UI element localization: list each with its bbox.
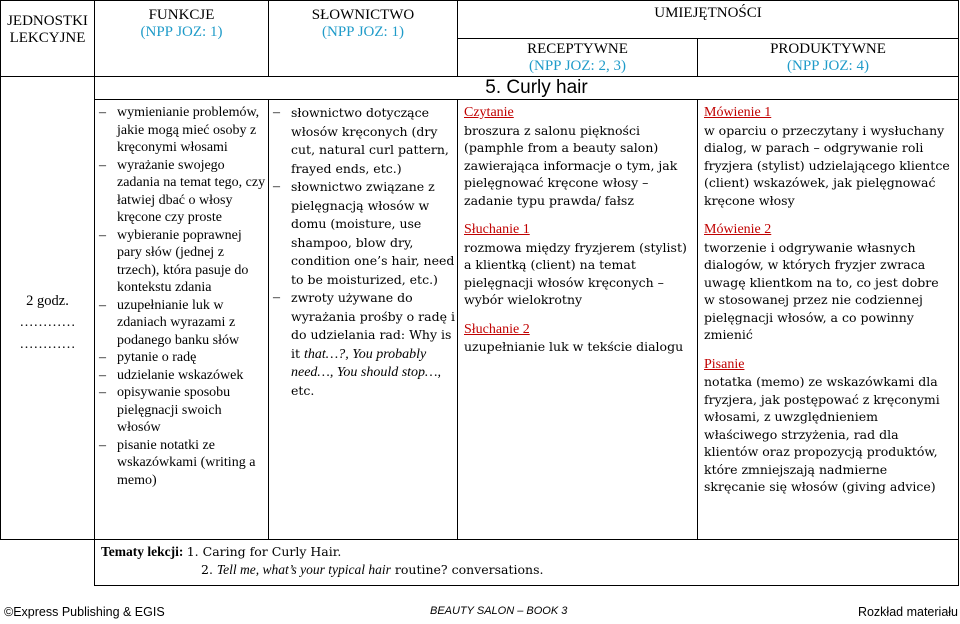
unit-title: 5. Curly hair [95, 77, 959, 100]
receptywne-cell [458, 100, 698, 540]
sluchanie1-label: Słuchanie 1 [464, 222, 530, 237]
header-funkcje: FUNKCJE (NPP JOZ: 1) [95, 1, 269, 77]
funkcje-cell [95, 100, 269, 540]
header-umiejetnosci: UMIEJĘTNOŚCI [458, 1, 959, 39]
list-item: – pisanie notatki ze wskazówkami (writing a memo) [95, 437, 268, 490]
list-item: – udzielanie wskazówek [95, 367, 268, 385]
list-item: – uzupełnianie luk w zdaniach wyrazami z podanego banku słów [95, 297, 268, 350]
slownictwo-cell [269, 100, 458, 540]
czytanie-text: broszura z salonu piękności (pamphle from a beauty salon) zawierająca informacje o tym, jak pielęgnować kręcone włosy – zadanie typu prawda/ fałsz [464, 122, 678, 208]
list-item: – wymienianie problemów, jakie mogą mieć osoby z kręconymi włosami [95, 104, 268, 157]
tematy-line-1: Tematy lekcji: 1. Caring for Curly Hair. [101, 544, 342, 559]
pisanie-label: Pisanie [704, 356, 745, 372]
funkcje-list [95, 104, 268, 489]
dots: ………… [19, 315, 76, 331]
page-footer [0, 603, 960, 624]
header-jednostki: JEDNOSTKI LEKCYJNE [1, 1, 95, 77]
slownictwo-list [269, 104, 457, 400]
sluchanie1-text: rozmowa między fryzjerem (stylist) a klientką (client) na temat pielęgnacji włosów kręconych – wybór wielokrotny [464, 239, 687, 307]
tematy-line-2: 2. Tell me, what’s your typical hair routine? conversations. [201, 562, 544, 577]
header-produktywne: PRODUKTYWNE (NPP JOZ: 4) [698, 39, 959, 77]
list-item: – słownictwo związane z pielęgnacją włosów w domu (moisture, use shampoo, blow dry, condition one’s hair, need to be moisturized, etc.) [269, 178, 457, 289]
footer-book-title: BEAUTY SALON – BOOK 3 [430, 605, 568, 617]
dots: ………… [19, 337, 76, 353]
list-item: – opisywanie sposobu pielęgnacji swoich włosów [95, 384, 268, 437]
tematy-cell [95, 540, 959, 586]
list-item: – wybieranie poprawnej pary słów (jednej z trzech), która pasuje do kontekstu zdania [95, 227, 268, 297]
mowienie1-text: w oparciu o przeczytany i wysłuchany dialog, w parach – odgrywanie roli fryzjera (stylist) udzielającego klientce (client) wskazówek, jak pielęgnować kręcone włosy [704, 122, 950, 208]
lesson-count-cell [1, 100, 95, 540]
list-item: – zwroty używane do wyrażania prośby o radę i do udzielania rad: Why is it that…?, You probably need…, You should stop…, etc. [269, 289, 457, 400]
mowienie1-label: Mówienie 1 [704, 105, 772, 120]
mowienie2-text: tworzenie i odgrywanie własnych dialogów, w których fryzjer zwraca uwagę klientkom na to, co jest dobre w stosowanej przez nie codziennej pielęgnacji włosów, a co powinny zmienić [704, 239, 939, 342]
list-item: – słownictwo dotyczące włosów kręconych (dry cut, natural curl pattern, frayed ends, etc.) [269, 104, 457, 178]
pisanie-text: notatka (memo) ze wskazówkami dla fryzjera, jak postępować z kręconymi włosami, z uwzględnieniem właściwego strzyżenia, rad dla klientów oraz propozycją produktów, które zmniejszają nadmierne skręcanie się włosów (giving advice) [704, 374, 940, 494]
header-receptywne: RECEPTYWNE (NPP JOZ: 2, 3) [458, 39, 698, 77]
footer-label: Rozkład materiału [857, 605, 958, 619]
czytanie-label: Czytanie [464, 105, 514, 120]
produktywne-cell [698, 100, 959, 540]
sluchanie2-text: uzupełnianie luk w tekście dialogu [464, 339, 684, 354]
mowienie2-label: Mówienie 2 [704, 222, 772, 237]
lesson-count: 2 godz. [26, 293, 69, 310]
sluchanie2-label: Słuchanie 2 [464, 321, 530, 337]
footer-copyright: ©Express Publishing & EGIS [4, 605, 165, 619]
list-item: – wyrażanie swojego zadania na temat tego, czy łatwiej dbać o włosy kręcone czy proste [95, 157, 268, 227]
list-item: – pytanie o radę [95, 349, 268, 367]
header-slownictwo: SŁOWNICTWO (NPP JOZ: 1) [269, 1, 458, 77]
